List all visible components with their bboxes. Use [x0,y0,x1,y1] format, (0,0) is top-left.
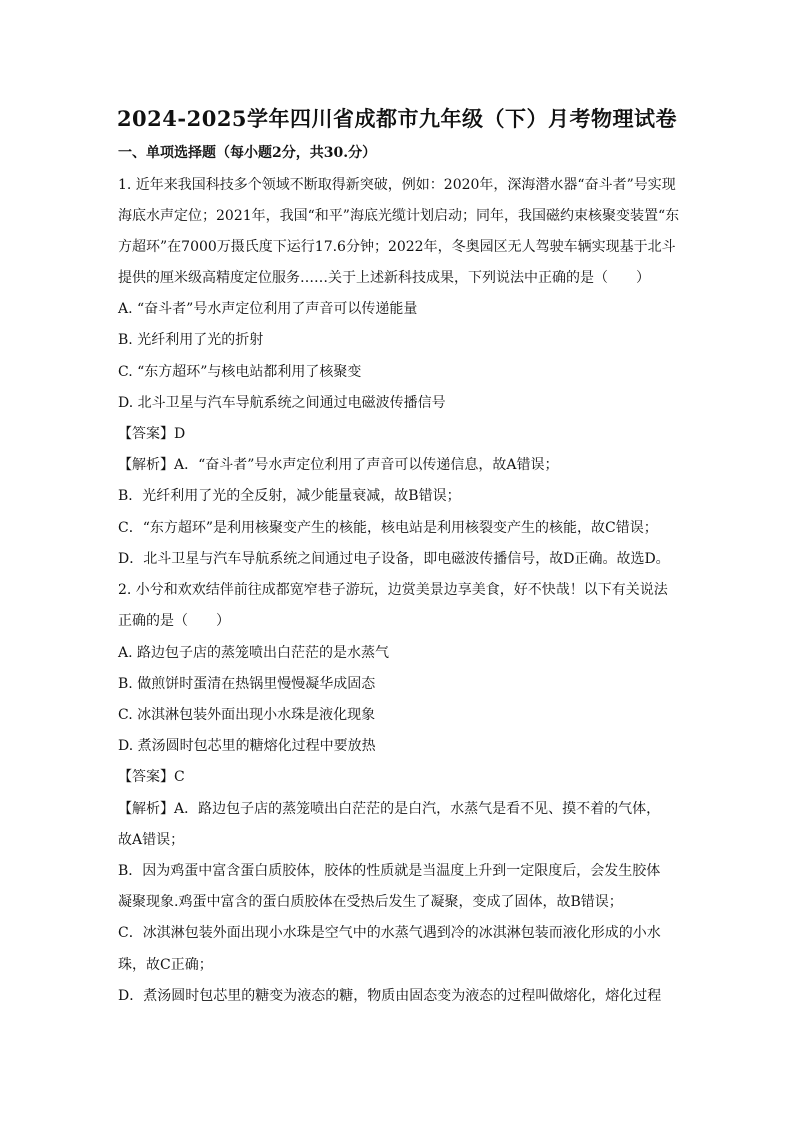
q2-analysis-line: C．冰淇淋包装外面出现小水珠是空气中的水蒸气遇到冷的冰淇淋包装而液化形成的小水 [118,925,661,941]
q2-option-b: B. 做煎饼时蛋清在热锅里慢慢凝华成固态 [118,676,376,692]
q2-analysis-line: 故A错误； [118,832,185,848]
section-heading: 一、单项选择题（每小题2分，共30.分） [118,145,377,161]
q2-analysis-line: B．因为鸡蛋中富含蛋白质胶体，胶体的性质就是当温度上升到一定限度后，会发生胶体 [118,863,661,879]
q1-analysis-line: D．北斗卫星与汽车导航系统之间通过电子设备，即电磁波传播信号，故D正确。故选D。 [118,551,670,567]
q1-stem-line: 海底水声定位；2021年，我国“和平”海底光缆计划启动；同年，我国磁约束核聚变装置“东 [118,208,680,224]
q2-stem-line: 2. 小兮和欢欢结伴前往成都宽窄巷子游玩，边赏美景边享美食，好不快哉！以下有关说法 [118,582,668,598]
q1-stem-line: 提供的厘米级高精度定位服务……关于上述新科技成果，下列说法中正确的是（ ） [118,270,650,286]
q2-option-c: C. 冰淇淋包装外面出现小水珠是液化现象 [118,707,376,723]
q2-stem-line: 正确的是（ ） [118,613,230,629]
q2-analysis-line: D．煮汤圆时包芯里的糖变为液态的糖，物质由固态变为液态的过程叫做熔化，熔化过程 [118,988,662,1004]
q2-option-a: A. 路边包子店的蒸笼喷出白茫茫的是水蒸气 [118,645,390,661]
q1-stem-line: 1. 近年来我国科技多个领域不断取得新突破，例如：2020年，深海潜水器“奋斗者”号实现 [118,177,676,193]
q1-option-d: D. 北斗卫星与汽车导航系统之间通过电磁波传播信号 [118,395,446,411]
q1-option-b: B. 光纤利用了光的折射 [118,332,264,348]
q1-analysis-line: B．光纤利用了光的全反射，减少能量衰减，故B错误； [118,488,461,504]
q1-answer: 【答案】D [118,426,186,442]
q2-answer: 【答案】C [118,769,185,785]
q1-analysis-line: 【解析】A．“奋斗者”号水声定位利用了声音可以传递信息，故A错误； [118,457,559,473]
q2-analysis-line: 珠，故C正确； [118,957,213,973]
q1-option-c: C. “东方超环”与核电站都利用了核聚变 [118,364,362,380]
q1-option-a: A. “奋斗者”号水声定位利用了声音可以传递能量 [118,301,418,317]
q2-option-d: D. 煮汤圆时包芯里的糖熔化过程中要放热 [118,738,376,754]
page-title: 2024-2025学年四川省成都市九年级（下）月考物理试卷 [116,106,678,131]
q1-stem-line: 方超环”在7000万摄氏度下运行17.6分钟；2022年，冬奥园区无人驾驶车辆实现基于北斗 [118,239,676,255]
q2-analysis-line: 凝聚现象.鸡蛋中富含的蛋白质胶体在受热后发生了凝聚，变成了固体，故B错误； [118,894,623,910]
q2-analysis-line: 【解析】A．路边包子店的蒸笼喷出白茫茫的是白汽，水蒸气是看不见、摸不着的气体， [118,801,661,817]
q1-analysis-line: C．“东方超环”是利用核聚变产生的核能，核电站是利用核裂变产生的核能，故C错误； [118,520,658,536]
